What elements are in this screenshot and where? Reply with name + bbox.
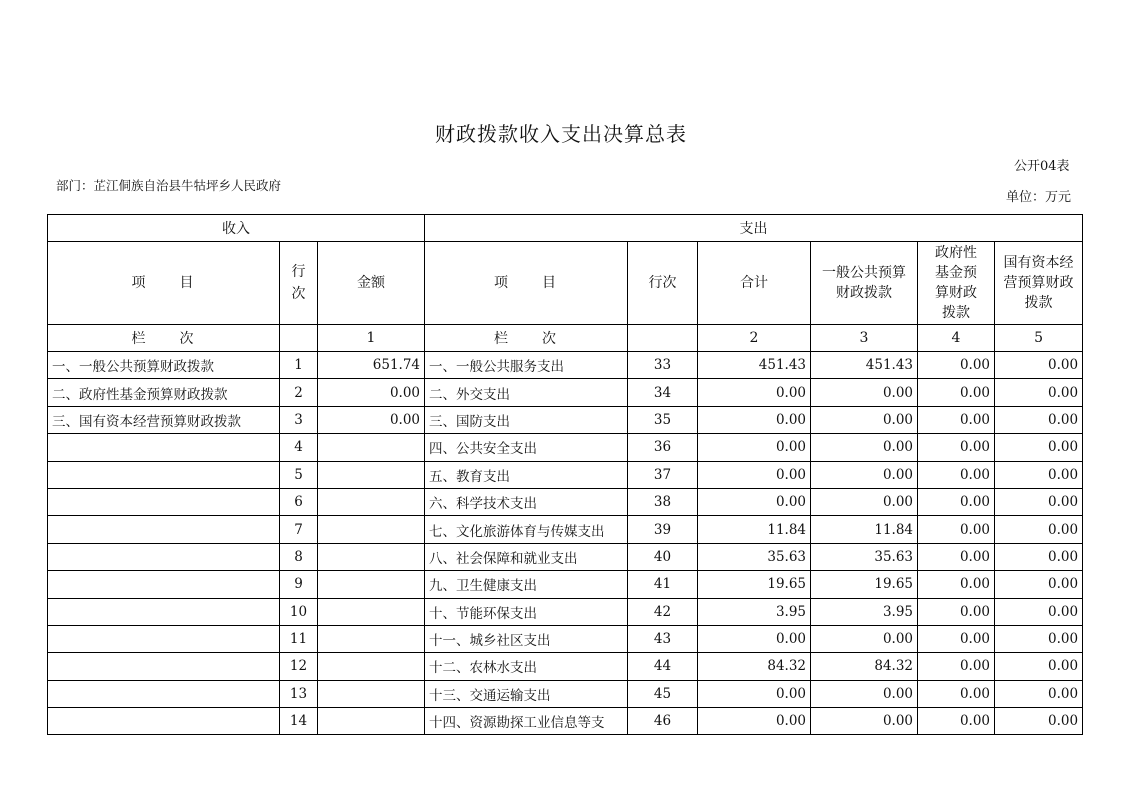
table-row xyxy=(48,516,1083,543)
expense-row-no-cell: 36 xyxy=(628,434,698,461)
total-cell: 0.00 xyxy=(698,708,811,735)
table-row xyxy=(48,461,1083,488)
gov-fund-cell: 0.00 xyxy=(918,680,995,707)
section-header-row xyxy=(48,215,1083,242)
expense-row-no-cell: 38 xyxy=(628,488,698,515)
state-capital-cell: 0.00 xyxy=(995,406,1083,433)
income-row-no-cell: 3 xyxy=(280,406,318,433)
income-row-no-cell: 2 xyxy=(280,379,318,406)
total-cell: 451.43 xyxy=(698,352,811,379)
income-row-no-text: 行次 xyxy=(291,264,306,302)
state-capital-cell: 0.00 xyxy=(995,379,1083,406)
income-item-cell xyxy=(48,461,280,488)
general-budget-cell: 0.00 xyxy=(811,434,918,461)
department-label: 部门：芷江侗族自治县牛牯坪乡人民政府 xyxy=(56,178,282,193)
income-item-cell xyxy=(48,488,280,515)
state-capital-header xyxy=(995,242,1083,325)
income-row-no-cell: 12 xyxy=(280,653,318,680)
expense-row-no-cell: 33 xyxy=(628,352,698,379)
col-index-blank-2 xyxy=(628,325,698,352)
expense-item-cell: 十一、城乡社区支出 xyxy=(425,625,628,652)
total-cell: 84.32 xyxy=(698,653,811,680)
expense-row-no-cell: 34 xyxy=(628,379,698,406)
state-capital-cell: 0.00 xyxy=(995,680,1083,707)
income-item-cell xyxy=(48,708,280,735)
expense-item-header: 项 目 xyxy=(425,242,628,325)
expense-row-no-cell: 42 xyxy=(628,598,698,625)
column-header-row xyxy=(48,242,1083,325)
income-amount-cell xyxy=(318,516,425,543)
income-amount-cell xyxy=(318,434,425,461)
col-label-income: 栏 次 xyxy=(48,325,280,352)
table-row xyxy=(48,708,1083,735)
income-item-cell xyxy=(48,543,280,570)
total-cell: 0.00 xyxy=(698,379,811,406)
income-row-no-cell: 11 xyxy=(280,625,318,652)
income-amount-cell xyxy=(318,488,425,515)
expense-item-cell: 十二、农林水支出 xyxy=(425,653,628,680)
amount-header: 金额 xyxy=(318,242,425,325)
gov-fund-cell: 0.00 xyxy=(918,434,995,461)
income-amount-cell xyxy=(318,625,425,652)
col-index-1: 1 xyxy=(318,325,425,352)
budget-summary-table xyxy=(47,214,1083,735)
gov-fund-cell: 0.00 xyxy=(918,571,995,598)
income-amount-cell xyxy=(318,598,425,625)
gov-fund-cell: 0.00 xyxy=(918,352,995,379)
total-cell: 0.00 xyxy=(698,488,811,515)
gov-fund-cell: 0.00 xyxy=(918,516,995,543)
general-budget-cell: 0.00 xyxy=(811,708,918,735)
col-index-2: 2 xyxy=(698,325,811,352)
income-amount-cell xyxy=(318,461,425,488)
general-budget-cell: 19.65 xyxy=(811,571,918,598)
expense-item-cell: 一、一般公共服务支出 xyxy=(425,352,628,379)
col-label-expense: 栏 次 xyxy=(425,325,628,352)
general-budget-cell: 11.84 xyxy=(811,516,918,543)
gov-fund-cell: 0.00 xyxy=(918,708,995,735)
gov-fund-cell: 0.00 xyxy=(918,598,995,625)
income-row-no-cell: 14 xyxy=(280,708,318,735)
expense-row-no-cell: 44 xyxy=(628,653,698,680)
income-item-cell xyxy=(48,434,280,461)
income-amount-cell xyxy=(318,708,425,735)
expense-item-cell: 十四、资源勘探工业信息等支 xyxy=(425,708,628,735)
total-cell: 0.00 xyxy=(698,625,811,652)
expense-row-no-cell: 37 xyxy=(628,461,698,488)
gov-fund-header xyxy=(918,242,995,325)
expense-item-cell: 八、社会保障和就业支出 xyxy=(425,543,628,570)
expense-row-no-cell: 43 xyxy=(628,625,698,652)
income-item-cell xyxy=(48,598,280,625)
income-amount-cell: 651.74 xyxy=(318,352,425,379)
table-row xyxy=(48,352,1083,379)
income-amount-cell xyxy=(318,571,425,598)
table-row xyxy=(48,625,1083,652)
total-header: 合计 xyxy=(698,242,811,325)
gov-fund-cell: 0.00 xyxy=(918,406,995,433)
state-capital-cell: 0.00 xyxy=(995,598,1083,625)
income-header: 收入 xyxy=(48,215,425,242)
income-item-cell xyxy=(48,571,280,598)
income-amount-cell xyxy=(318,543,425,570)
general-budget-cell: 0.00 xyxy=(811,488,918,515)
state-capital-cell: 0.00 xyxy=(995,461,1083,488)
income-row-no-header xyxy=(280,242,318,325)
income-item-cell xyxy=(48,653,280,680)
table-row xyxy=(48,488,1083,515)
expense-item-cell: 六、科学技术支出 xyxy=(425,488,628,515)
total-cell: 19.65 xyxy=(698,571,811,598)
col-index-4: 4 xyxy=(918,325,995,352)
state-capital-cell: 0.00 xyxy=(995,516,1083,543)
state-capital-cell: 0.00 xyxy=(995,653,1083,680)
state-capital-cell: 0.00 xyxy=(995,543,1083,570)
general-budget-cell: 0.00 xyxy=(811,379,918,406)
expense-row-no-cell: 45 xyxy=(628,680,698,707)
expense-item-cell: 十三、交通运输支出 xyxy=(425,680,628,707)
table-row xyxy=(48,379,1083,406)
income-row-no-cell: 4 xyxy=(280,434,318,461)
general-budget-cell: 451.43 xyxy=(811,352,918,379)
income-row-no-cell: 10 xyxy=(280,598,318,625)
income-row-no-cell: 6 xyxy=(280,488,318,515)
expense-row-no-cell: 46 xyxy=(628,708,698,735)
income-amount-cell xyxy=(318,680,425,707)
gov-fund-cell: 0.00 xyxy=(918,653,995,680)
general-budget-cell: 0.00 xyxy=(811,461,918,488)
total-cell: 35.63 xyxy=(698,543,811,570)
income-row-no-cell: 9 xyxy=(280,571,318,598)
income-item-cell xyxy=(48,516,280,543)
expense-item-cell: 四、公共安全支出 xyxy=(425,434,628,461)
income-row-no-cell: 5 xyxy=(280,461,318,488)
expense-row-no-cell: 40 xyxy=(628,543,698,570)
general-budget-text: 一般公共预算财政拨款 xyxy=(822,265,907,301)
table-row xyxy=(48,543,1083,570)
expense-header: 支出 xyxy=(425,215,1083,242)
expense-row-no-cell: 41 xyxy=(628,571,698,598)
table-row xyxy=(48,571,1083,598)
income-amount-cell xyxy=(318,653,425,680)
gov-fund-cell: 0.00 xyxy=(918,379,995,406)
income-row-no-cell: 7 xyxy=(280,516,318,543)
income-item-cell xyxy=(48,625,280,652)
total-cell: 3.95 xyxy=(698,598,811,625)
income-item-cell xyxy=(48,680,280,707)
col-index-blank-1 xyxy=(280,325,318,352)
table-row xyxy=(48,680,1083,707)
income-row-no-cell: 8 xyxy=(280,543,318,570)
total-cell: 0.00 xyxy=(698,406,811,433)
total-cell: 11.84 xyxy=(698,516,811,543)
income-row-no-cell: 13 xyxy=(280,680,318,707)
income-amount-cell: 0.00 xyxy=(318,379,425,406)
report-title: 财政拨款收入支出决算总表 xyxy=(435,122,687,146)
general-budget-cell: 0.00 xyxy=(811,625,918,652)
gov-fund-cell: 0.00 xyxy=(918,488,995,515)
table-row xyxy=(48,598,1083,625)
total-cell: 0.00 xyxy=(698,434,811,461)
state-capital-cell: 0.00 xyxy=(995,352,1083,379)
state-capital-cell: 0.00 xyxy=(995,708,1083,735)
income-item-cell: 三、国有资本经营预算财政拨款 xyxy=(48,406,280,433)
expense-item-cell: 二、外交支出 xyxy=(425,379,628,406)
state-capital-cell: 0.00 xyxy=(995,488,1083,515)
table-row xyxy=(48,434,1083,461)
col-index-5: 5 xyxy=(995,325,1083,352)
general-budget-cell: 84.32 xyxy=(811,653,918,680)
unit-label: 单位：万元 xyxy=(1006,190,1072,205)
form-number: 公开04表 xyxy=(1014,159,1070,174)
expense-row-no-cell: 39 xyxy=(628,516,698,543)
expense-item-cell: 十、节能环保支出 xyxy=(425,598,628,625)
gov-fund-cell: 0.00 xyxy=(918,461,995,488)
col-index-3: 3 xyxy=(811,325,918,352)
expense-row-no-cell: 35 xyxy=(628,406,698,433)
general-budget-header xyxy=(811,242,918,325)
general-budget-cell: 35.63 xyxy=(811,543,918,570)
state-capital-cell: 0.00 xyxy=(995,571,1083,598)
gov-fund-cell: 0.00 xyxy=(918,543,995,570)
total-cell: 0.00 xyxy=(698,680,811,707)
state-capital-cell: 0.00 xyxy=(995,434,1083,461)
general-budget-cell: 3.95 xyxy=(811,598,918,625)
table-row xyxy=(48,406,1083,433)
income-item-cell: 二、政府性基金预算财政拨款 xyxy=(48,379,280,406)
column-index-row xyxy=(48,325,1083,352)
expense-item-cell: 三、国防支出 xyxy=(425,406,628,433)
expense-row-no-header: 行次 xyxy=(628,242,698,325)
expense-item-cell: 九、卫生健康支出 xyxy=(425,571,628,598)
income-item-cell: 一、一般公共预算财政拨款 xyxy=(48,352,280,379)
general-budget-cell: 0.00 xyxy=(811,680,918,707)
expense-item-cell: 七、文化旅游体育与传媒支出 xyxy=(425,516,628,543)
income-row-no-cell: 1 xyxy=(280,352,318,379)
income-amount-cell: 0.00 xyxy=(318,406,425,433)
income-item-header: 项 目 xyxy=(48,242,280,325)
state-capital-cell: 0.00 xyxy=(995,625,1083,652)
expense-item-cell: 五、教育支出 xyxy=(425,461,628,488)
table-row xyxy=(48,653,1083,680)
gov-fund-text: 政府性基金预算财政拨款 xyxy=(935,245,978,321)
total-cell: 0.00 xyxy=(698,461,811,488)
state-capital-text: 国有资本经营预算财政拨款 xyxy=(1003,255,1074,311)
general-budget-cell: 0.00 xyxy=(811,406,918,433)
gov-fund-cell: 0.00 xyxy=(918,625,995,652)
